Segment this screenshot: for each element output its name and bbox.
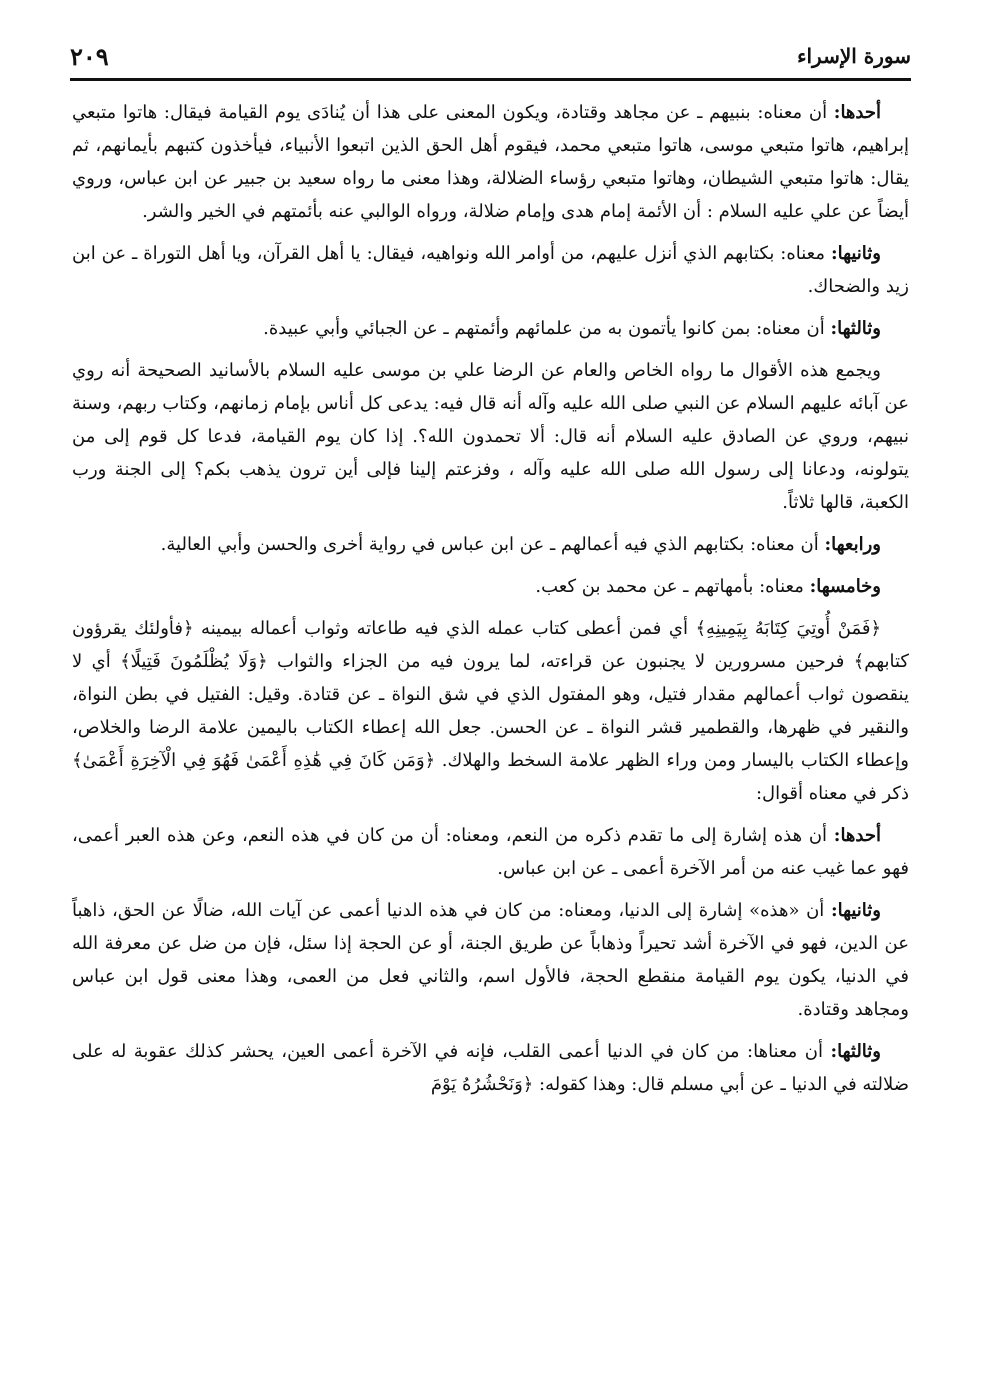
paragraph-lead: وخامسها:: [809, 576, 881, 597]
paragraph: [72, 237, 909, 303]
paragraph: [72, 894, 909, 1026]
paragraph: [72, 570, 909, 603]
paragraph-lead: وثانيها:: [830, 900, 881, 921]
paragraph-text: أن «هذه» إشارة إلى الدنيا، ومعناه: من كان في هذه الدنيا أعمى عن آيات الله، ضالًا عن الحق، ذاهباً عن الدين، فهو في الآخرة أشد تحيراً وذهاباً عن طريق الجنة، أو عن الحجة إذا سئل، فإن من ضل عن معرفة الله في الدنيا، يكون يوم القيامة منقطع الحجة، فالأول اسم، والثاني فعل من العمى، وهذا معنى قول ابن عباس ومجاهد وقتادة.: [72, 900, 909, 1020]
paragraph: [72, 354, 909, 519]
paragraph-lead: أحدها:: [833, 102, 881, 123]
paragraph-text: معناه: بأمهاتهم ـ عن محمد بن كعب.: [535, 576, 810, 597]
paragraph-lead: وثالثها:: [830, 1041, 881, 1062]
paragraph-text: أن هذه إشارة إلى ما تقدم ذكره من النعم، ومعناه: أن من كان في هذه النعم، وعن هذه العبر أعمى، فهو عما غيب عنه من أمر الآخرة أعمى ـ عن ابن عباس.: [72, 825, 909, 879]
paragraph: [72, 612, 909, 810]
paragraph-lead: وثانيها:: [830, 243, 881, 264]
paragraph-text: ﴿فَمَنْ أُوتِيَ كِتَابَهُ بِيَمِينِهِ﴾ أي فمن أعطى كتاب عمله الذي فيه طاعاته وثواب أعماله بيمينه ﴿فأولئك يقرؤون كتابهم﴾ فرحين مسرورين لا يجنبون عن قراءته، لما يرون فيه من الجزاء والثواب ﴿وَلَا يُظْلَمُونَ فَتِيلًا﴾ أي لا ينقصون ثواب أعمالهم مقدار فتيل، وهو المفتول الذي في شق النواة ـ عن قتادة. وقيل: الفتيل في بطن النواة، والنقير في ظهرها، والقطمير قشر النواة ـ عن الحسن. جعل الله إعطاء الكتاب باليمين علامة الرضا والخلاص، وإعطاء الكتاب باليسار ومن وراء الظهر علامة السخط والهلاك. ﴿وَمَن كَانَ فِي هَٰذِهِ أَعْمَىٰ فَهُوَ فِي الْآخِرَةِ أَعْمَىٰ﴾ ذكر في معناه أقوال:: [72, 618, 909, 804]
paragraph: [72, 528, 909, 561]
paragraph-text: أن معناه: بمن كانوا يأتمون به من علمائهم وأئمتهم ـ عن الجبائي وأبي عبيدة.: [263, 318, 831, 339]
paragraph: [72, 312, 909, 345]
paragraph-lead: أحدها:: [833, 825, 881, 846]
page-header: [70, 34, 911, 81]
paragraph-text: أن معناها: من كان في الدنيا أعمى القلب، فإنه في الآخرة أعمى العين، يحشر كذلك عقوبة له على ضلالته في الدنيا ـ عن أبي مسلم قال: وهذا كقوله: ﴿وَنَحْشُرُهُ يَوْمَ: [72, 1041, 909, 1095]
paragraph-text: معناه: بكتابهم الذي أنزل عليهم، من أوامر الله ونواهيه، فيقال: يا أهل القرآن، ويا أهل التوراة ـ عن ابن زيد والضحاك.: [72, 243, 909, 297]
paragraph-lead: وثالثها:: [830, 318, 881, 339]
paragraph-text: أن معناه: بنبيهم ـ عن مجاهد وقتادة، ويكون المعنى على هذا أن يُنادَى يوم القيامة فيقال: هاتوا متبعي إبراهيم، هاتوا متبعي موسى، هاتوا متبعي محمد، فيقوم أهل الحق الذين اتبعوا الأنبياء، فيأخذون كتبهم بأيمانهم، ثم يقال: هاتوا متبعي الشيطان، وهاتوا متبعي رؤساء الضلالة، وهذا معنى ما رواه سعيد بن جبير عن ابن عباس، وروي أيضاً عن علي عليه السلام : أن الأئمة إمام هدى وإمام ضلالة، ورواه الوالبي عنه بأئمتهم في الخير والشر.: [72, 102, 909, 222]
page-number: ٢٠٩: [70, 41, 109, 71]
sura-title: سورة الإسراء: [797, 44, 911, 68]
paragraph: [72, 819, 909, 885]
paragraph: [72, 96, 909, 228]
paragraph-text: ويجمع هذه الأقوال ما رواه الخاص والعام عن الرضا علي بن موسى عليه السلام بالأسانيد الصحيحة أنه روي عن آبائه عليهم السلام عن النبي صلى الله عليه وآله أنه قال فيه: يدعى كل أناس بإمام زمانهم، وكتاب ربهم، وسنة نبيهم، وروي عن الصادق عليه السلام أنه قال: ألا تحمدون الله؟. إذا كان يوم القيامة، فدعا كل قوم إلى من يتولونه، ودعانا إلى رسول الله صلى الله عليه وآله ، وفزعتم إلينا فإلى أين ترون يذهب بكم؟ إلى الجنة ورب الكعبة، قالها ثلاثاً.: [72, 360, 909, 513]
paragraph-lead: ورابعها:: [824, 534, 881, 555]
paragraph: [72, 1035, 909, 1101]
page-body: [72, 96, 909, 1110]
paragraph-text: أن معناه: بكتابهم الذي فيه أعمالهم ـ عن ابن عباس في رواية أخرى والحسن وأبي العالية.: [160, 534, 825, 555]
